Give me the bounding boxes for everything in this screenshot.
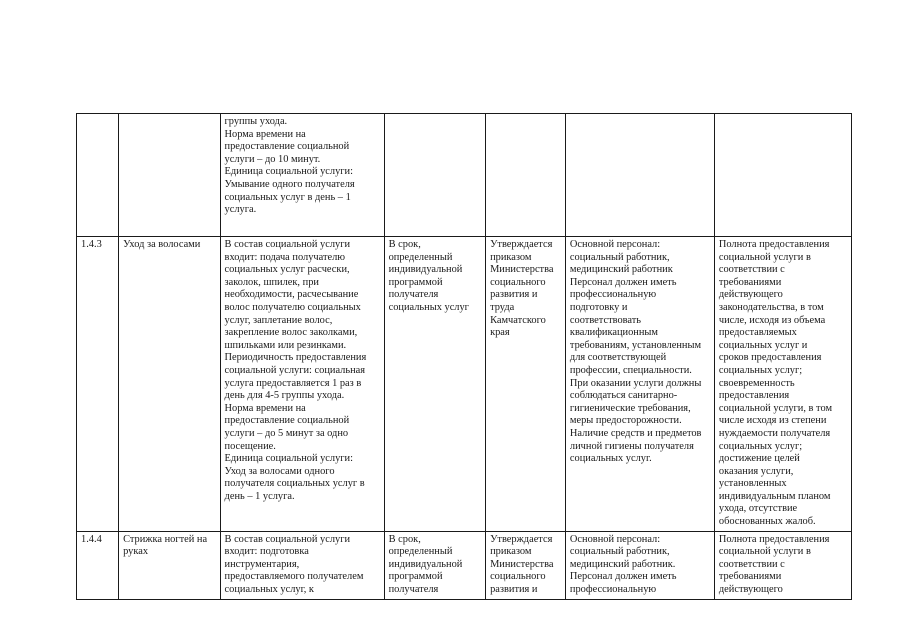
text-line: социальных услуг расчески,: [224, 264, 350, 276]
term-cell: [384, 237, 485, 532]
text-line: профессиональную: [569, 584, 657, 596]
text-line: требованиями: [718, 571, 782, 583]
text-line: услуги – до 10 минут.: [224, 153, 321, 165]
text-line: края: [490, 327, 510, 339]
text-line: В срок,: [388, 239, 421, 250]
text-line: Персонал должен иметь: [569, 571, 677, 583]
text-line: Основной персонал:: [569, 239, 661, 250]
text-line: предоставляемого получателем: [224, 571, 364, 583]
text-line: В состав социальной услуги: [224, 239, 351, 250]
text-line: предоставляемых: [718, 327, 797, 339]
text-line: получателя: [388, 584, 439, 596]
table-row: [77, 531, 852, 599]
text-line: заколок, шпилек, при: [224, 276, 319, 288]
text-line: своевременность: [718, 377, 795, 389]
text-line: Основной персонал:: [569, 533, 661, 545]
text-line: профессиональную: [569, 289, 657, 301]
text-line: социальной услуги в: [718, 251, 811, 263]
text-line: профессии, специальности.: [569, 364, 692, 376]
text-line: медицинский работник.: [569, 558, 676, 570]
text-line: приказом: [490, 546, 532, 558]
text-line: Периодичность предоставления: [224, 352, 367, 364]
text-line: соответствии с: [718, 264, 785, 276]
text-line: предоставление социальной: [224, 141, 350, 153]
text-line: определенный: [388, 546, 453, 558]
text-line: В состав социальной услуги: [224, 533, 351, 545]
text-line: входит: подготовка: [224, 546, 309, 558]
text-line: социального: [490, 571, 546, 583]
text-line: шпильками или резинками.: [224, 339, 347, 351]
text-line: соблюдаться санитарно-: [569, 390, 678, 402]
text-line: подготовку и: [569, 301, 628, 313]
text-line: программой: [388, 571, 443, 583]
services-table: [76, 113, 852, 600]
text-line: предоставление социальной: [224, 415, 350, 427]
text-line: развития и: [490, 584, 538, 596]
text-line: руках: [123, 546, 149, 558]
text-line: Единица социальной услуги:: [224, 453, 353, 465]
text-line: необходимости, расчесывание: [224, 289, 359, 301]
text-line: социального: [490, 276, 546, 288]
text-line: личной гигиены получателя: [569, 440, 694, 452]
text-line: социальных услуг.: [569, 453, 652, 465]
text-line: социальных услуг: [388, 301, 469, 313]
text-line: группы ухода.: [224, 116, 288, 127]
text-line: Полнота предоставления: [718, 239, 830, 250]
text-line: посещение.: [224, 440, 276, 452]
quality-cell: [714, 114, 851, 237]
service-name: Уход за волосами: [123, 239, 201, 250]
text-line: Норма времени на: [224, 128, 306, 140]
text-line: волос получателю социальных: [224, 301, 361, 313]
text-line: Министерства: [490, 264, 554, 276]
number-cell: [77, 114, 119, 237]
text-line: день для 4-5 группы ухода.: [224, 390, 345, 402]
term-cell: [384, 531, 485, 599]
quality-cell: [714, 237, 851, 532]
text-line: При оказании услуги должны: [569, 377, 702, 389]
row-number: 1.4.4: [81, 533, 102, 545]
term-cell: [384, 114, 485, 237]
text-line: труда: [490, 301, 515, 313]
text-line: социальных услуг, к: [224, 584, 314, 596]
text-line: услуги – до 5 минут за одно: [224, 427, 349, 439]
service-content-cell: [220, 114, 384, 237]
text-line: законодательства, в том: [718, 301, 824, 313]
text-line: день – 1 услуга.: [224, 490, 295, 502]
text-line: социальный работник,: [569, 251, 670, 263]
order-cell: [486, 237, 566, 532]
text-line: требованиям, установленным: [569, 339, 702, 351]
text-line: числе, исходя из объема: [718, 314, 826, 326]
text-line: установленных: [718, 478, 787, 490]
text-line: сроков предоставления: [718, 352, 822, 364]
staff-cell: [565, 237, 714, 532]
text-line: В срок,: [388, 533, 421, 545]
quality-cell: [714, 531, 851, 599]
text-line: Умывание одного получателя: [224, 178, 355, 190]
text-line: социальной услуги в: [718, 546, 811, 558]
order-cell: [486, 114, 566, 237]
text-line: Норма времени на: [224, 402, 306, 414]
number-cell: [77, 531, 119, 599]
text-line: Утверждается: [490, 533, 553, 545]
text-line: нуждаемости получателя: [718, 427, 831, 439]
text-line: социальной услуги, в том: [718, 402, 833, 414]
text-line: индивидуальным планом: [718, 490, 831, 502]
row-number: 1.4.3: [81, 239, 102, 250]
text-line: медицинский работник: [569, 264, 673, 276]
text-line: программой: [388, 276, 443, 288]
text-line: Стрижка ногтей на: [123, 533, 208, 545]
text-line: услуга предоставляется 1 раз в: [224, 377, 362, 389]
text-line: инструментария,: [224, 558, 300, 570]
text-line: социальных услуг в день – 1: [224, 191, 351, 203]
table-row: [77, 114, 852, 237]
service-name-cell: [119, 114, 220, 237]
text-line: социальных услуг;: [718, 440, 803, 452]
text-line: услуга.: [224, 204, 257, 216]
text-line: услуг, заплетание волос,: [224, 314, 333, 326]
staff-cell: [565, 114, 714, 237]
service-name-cell: [119, 531, 220, 599]
text-line: Камчатского: [490, 314, 546, 326]
text-line: получателя: [388, 289, 439, 301]
text-line: действующего: [718, 289, 783, 301]
text-line: Персонал должен иметь: [569, 276, 677, 288]
text-line: Министерства: [490, 558, 554, 570]
text-line: обоснованных жалоб.: [718, 516, 816, 528]
text-line: предоставления: [718, 390, 790, 402]
text-line: требованиями: [718, 276, 782, 288]
text-line: социальный работник,: [569, 546, 670, 558]
text-line: гигиенические требования,: [569, 402, 691, 414]
text-line: действующего: [718, 584, 783, 596]
table-row: [77, 237, 852, 532]
text-line: квалификационным: [569, 327, 658, 339]
text-line: Единица социальной услуги:: [224, 166, 353, 178]
number-cell: [77, 237, 119, 532]
text-line: ухода, отсутствие: [718, 503, 798, 515]
text-line: индивидуальной: [388, 558, 463, 570]
text-line: развития и: [490, 289, 538, 301]
text-line: приказом: [490, 251, 532, 263]
text-line: индивидуальной: [388, 264, 463, 276]
text-line: входит: подача получателю: [224, 251, 346, 263]
text-line: соответствовать: [569, 314, 642, 326]
text-line: оказания услуги,: [718, 465, 794, 477]
service-content-cell: [220, 531, 384, 599]
text-line: социальной услуги: социальная: [224, 364, 366, 376]
text-line: Полнота предоставления: [718, 533, 830, 545]
text-line: закрепление волос заколками,: [224, 327, 358, 339]
text-line: меры предосторожности.: [569, 415, 682, 427]
text-line: социальных услуг и: [718, 339, 808, 351]
service-content-cell: [220, 237, 384, 532]
text-line: достижение целей: [718, 453, 800, 465]
order-cell: [486, 531, 566, 599]
service-name-cell: [119, 237, 220, 532]
text-line: определенный: [388, 251, 453, 263]
text-line: получателя социальных услуг в: [224, 478, 365, 490]
text-line: числе исходя из степени: [718, 415, 827, 427]
text-line: для соответствующей: [569, 352, 667, 364]
text-line: Утверждается: [490, 239, 553, 250]
text-line: соответствии с: [718, 558, 785, 570]
text-line: Наличие средств и предметов: [569, 427, 702, 439]
staff-cell: [565, 531, 714, 599]
text-line: социальных услуг;: [718, 364, 803, 376]
text-line: Уход за волосами одного: [224, 465, 335, 477]
